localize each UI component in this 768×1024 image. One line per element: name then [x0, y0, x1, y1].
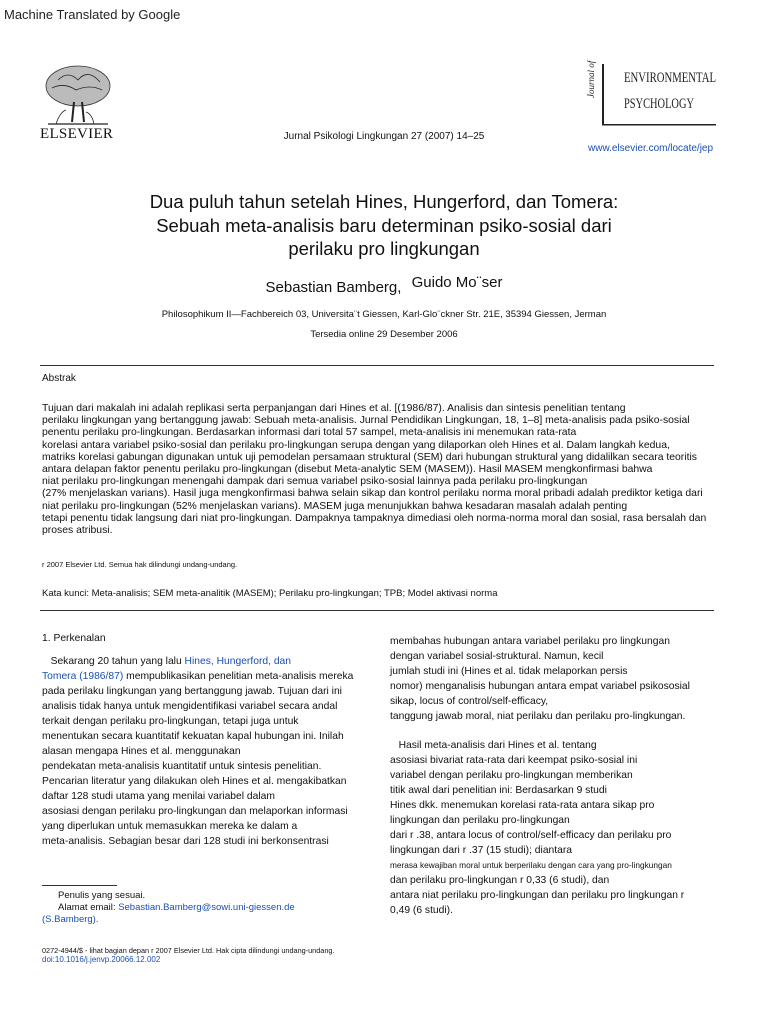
email-name[interactable]: (S.Bamberg).	[42, 914, 99, 925]
body-line: meta-analisis. Sebagian besar dari 128 studi ini berkonsentrasi	[42, 836, 329, 847]
journal-reference: Jurnal Psikologi Lingkungan 27 (2007) 14–25	[283, 131, 485, 142]
body-column-left	[42, 631, 372, 849]
abstract-line: antara delapan faktor penentu perilaku pro-lingkungan (disebut Meta-analytic SEM (MASEM)). Hasil MASEM mengkonfirmasi bahwa	[42, 464, 653, 476]
body-line: Hasil meta-analisis dari Hines et al. tentang	[390, 740, 597, 751]
author-1: Sebastian Bamberg,	[265, 279, 402, 296]
affiliation: Philosophikum II—Fachbereich 03, Universita¨t Giessen, Karl-Glo¨ckner Str. 21E, 35394 Giessen, Jerman	[161, 309, 607, 320]
body-text: Sekarang 20 tahun yang lalu	[42, 656, 185, 667]
body-line: tanggung jawab moral, niat perilaku dan perilaku pro-lingkungan.	[390, 711, 686, 722]
body-line: Pencarian literatur yang dilakukan oleh Hines et al. mengakibatkan	[42, 776, 347, 787]
available-online-date: Tersedia online 29 Desember 2006	[310, 329, 458, 340]
divider	[40, 365, 714, 366]
body-line: titik awal dari penelitian ini: Berdasarkan 9 studi	[390, 785, 607, 796]
body-line	[42, 669, 372, 684]
body-column-right	[390, 634, 720, 918]
elsevier-tree-logo	[38, 62, 118, 130]
doi-link[interactable]: doi:10.1016/j.jenvp.20066.12.002	[42, 955, 161, 964]
body-text: mempublikasikan penelitian meta-analisis mereka	[123, 671, 354, 682]
author-2: Guido Mo¨ser	[411, 274, 503, 291]
citation-link[interactable]: Tomera (1986/87)	[42, 671, 124, 682]
body-line: nomor) menganalisis hubungan antara empat variabel psikososial	[390, 681, 690, 692]
body-line: antara niat perilaku pro-lingkungan dan perilaku pro lingkungan r	[390, 890, 685, 901]
footnote-divider	[42, 885, 117, 886]
body-line: pada perilaku lingkungan yang bertanggung jawab. Tujuan dari ini	[42, 686, 342, 697]
journal-logo-line1: ENVIRONMENTAL	[624, 70, 716, 86]
abstract-line: Tujuan dari makalah ini adalah replikasi serta perpanjangan dari Hines et al. [(1986/87). Analisis dan sintesis penelitian tentang	[42, 403, 626, 414]
abstract-line: penentu perilaku pro-lingkungan. Berdasarkan informasi dari total 57 sampel, meta-analisis ini menemukan rata-rata	[42, 427, 577, 439]
body-line: Hines dkk. menemukan korelasi rata-rata antara sikap pro	[390, 800, 655, 811]
abstract-line: perilaku lingkungan yang bertanggung jawab: Sebuah meta-analisis. Jurnal Pendidikan Lingkungan, 18, 1–8] meta-analisis pada psiko-sosial	[42, 415, 690, 427]
journal-url-link[interactable]: www.elsevier.com/locate/jep	[588, 143, 714, 154]
body-line: membahas hubungan antara variabel perilaku pro lingkungan	[390, 636, 670, 647]
abstract-line: niat perilaku pro-lingkungan (52% menjelaskan varians). MASEM juga menunjukkan bahwa kesadaran masalah adalah penting	[42, 500, 628, 512]
body-line: dari r .38, antara locus of control/self-efficacy dan perilaku pro	[390, 830, 672, 841]
body-line: lingkungan dan perilaku pro-lingkungan	[390, 815, 570, 826]
keywords: Kata kunci: Meta-analisis; SEM meta-analitik (MASEM); Perilaku pro-lingkungan; TPB; Model aktivasi norma	[42, 588, 498, 599]
journal-logo-top: Journal of	[586, 60, 596, 98]
journal-logo	[586, 60, 718, 132]
abstract-heading: Abstrak	[42, 373, 76, 384]
title-line: Dua puluh tahun setelah Hines, Hungerford, dan Tomera:	[149, 191, 619, 212]
spacer	[42, 646, 372, 654]
abstract-line: niat perilaku pro-lingkungan menengahi dampak dari semua variabel psiko-sosial lainnya pada perilaku pro-lingkungan	[42, 476, 588, 488]
body-line: asosiasi bivariat rata-rata dari keempat psiko-sosial ini	[390, 755, 638, 766]
title-line: perilaku pro lingkungan	[288, 238, 480, 259]
email-link[interactable]: Sebastian.Bamberg@sowi.uni-giessen.de	[118, 902, 295, 913]
email-label: Alamat email:	[58, 902, 119, 913]
article-title	[60, 190, 708, 261]
body-line: analisis tidak hanya untuk mengidentifikasi variabel secara andal	[42, 701, 338, 712]
machine-translated-banner: Machine Translated by Google	[4, 7, 181, 22]
title-line: Sebuah meta-analisis baru determinan psiko-sosial dari	[156, 214, 612, 236]
abstract-line: korelasi antara variabel psiko-sosial dan perilaku pro-lingkungan serupa dengan yang dilaporkan oleh Hines et al. Dalam langkah kedua,	[42, 439, 670, 451]
abstract-line: (27% menjelaskan varians). Hasil juga mengkonfirmasi bahwa selain sikap dan kontrol perilaku norma moral pribadi adalah prediktor ketiga dari	[42, 488, 703, 500]
body-line: merasa kewajiban moral untuk berperilaku dengan cara yang pro-lingkungan	[390, 860, 672, 870]
footnote	[42, 890, 295, 926]
body-line: asosiasi dengan perilaku pro-lingkungan dan melaporkan informasi	[42, 806, 348, 817]
body-line: menentukan secara kuantitatif kekuatan kapal hubungan ini. Inilah	[42, 731, 344, 742]
body-line: variabel dengan perilaku pro-lingkungan memberikan	[390, 770, 633, 781]
body-line: alasan mengapa Hines et al. menggunakan	[42, 746, 241, 757]
citation-link[interactable]: Hines, Hungerford, dan	[184, 656, 292, 667]
abstract-copyright: r 2007 Elsevier Ltd. Semua hak dilindungi undang-undang.	[42, 560, 238, 569]
body-line: jumlah studi ini (Hines et al. tidak melaporkan persis	[390, 666, 628, 677]
divider	[40, 610, 714, 611]
abstract-text	[42, 403, 716, 537]
body-line: dengan variabel sosial-struktural. Namun, kecil	[390, 651, 604, 662]
publisher-name: ELSEVIER	[40, 126, 114, 142]
corresponding-author-note: Penulis yang sesuai.	[58, 890, 146, 901]
abstract-line: proses atribusi.	[42, 525, 113, 537]
journal-logo-line2: PSYCHOLOGY	[624, 96, 695, 112]
spacer	[390, 724, 720, 738]
body-line: yang diperlukan untuk memasukkan mereka ke dalam a	[42, 821, 298, 832]
body-line: 0,49 (6 studi).	[390, 905, 453, 916]
body-line: lingkungan dari r .37 (15 studi); diantara	[390, 845, 573, 856]
body-line: dan perilaku pro-lingkungan r 0,33 (6 studi), dan	[390, 875, 610, 886]
section-heading: 1. Perkenalan	[42, 633, 106, 644]
body-line: pendekatan meta-analisis kuantitatif untuk sintesis penelitian.	[42, 761, 322, 772]
body-line: sikap, locus of control/self-efficacy,	[390, 696, 549, 707]
body-line: daftar 128 studi utama yang menilai variabel dalam	[42, 791, 275, 802]
body-line	[42, 654, 372, 669]
body-line: terkait dengan perilaku pro-lingkungan, tetapi juga untuk	[42, 716, 299, 727]
abstract-line: tetapi penentu tidak langsung dari niat pro-lingkungan. Dampaknya tampaknya dimediasi oleh norma-norma moral dan sosial, rasa bersalah dan	[42, 512, 707, 524]
email-line	[58, 902, 295, 914]
authors	[0, 274, 768, 296]
issn-line: 0272-4944/$ - lihat bagian depan r 2007 Elsevier Ltd. Hak cipta dilindungi undang-undang.	[42, 946, 335, 955]
abstract-line: matriks korelasi gabungan digunakan untuk uji pemodelan persamaan struktural (SEM) dari hubungan struktural yang didalilkan secara teoritis	[42, 451, 697, 463]
